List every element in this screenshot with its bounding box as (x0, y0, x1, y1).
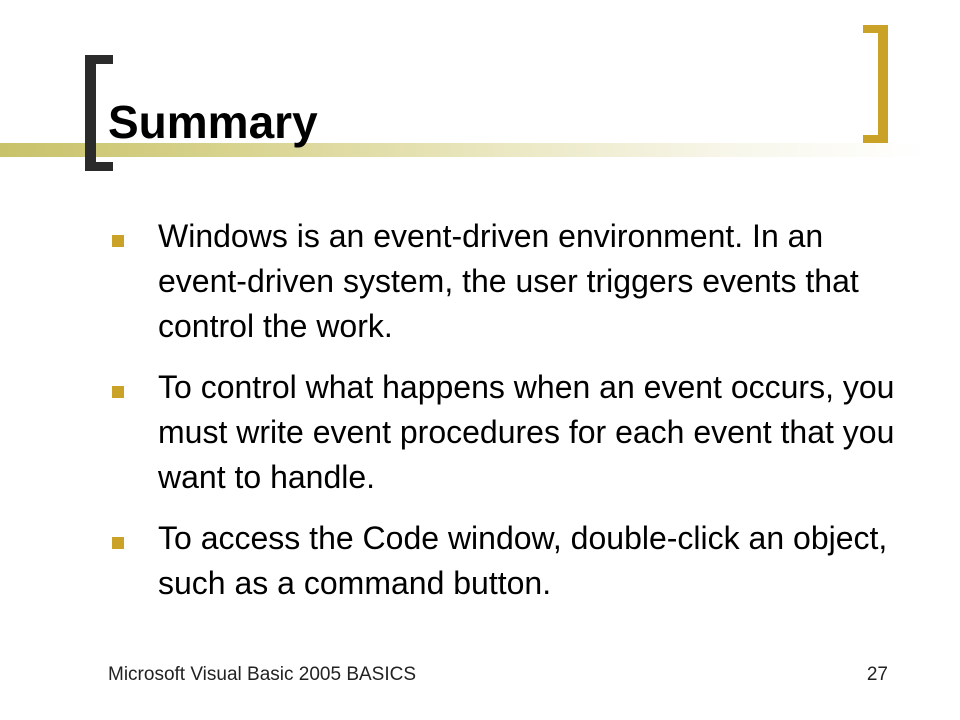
bullet-item (112, 365, 902, 500)
bullet-text: To access the Code window, double-click an object, such as a command button. (158, 520, 888, 601)
square-bullet-icon (112, 235, 124, 247)
bullet-list (112, 214, 902, 622)
square-bullet-icon (112, 537, 124, 549)
bullet-text: Windows is an event-driven environment. In an event-driven system, the user triggers events that control the work. (158, 218, 859, 344)
footer-text: Microsoft Visual Basic 2005 BASICS (108, 664, 417, 685)
square-bullet-icon (112, 386, 124, 398)
bullet-text: To control what happens when an event occurs, you must write event procedures for each event that you want to handle. (158, 369, 895, 495)
bullet-item (112, 516, 902, 606)
page-number: 27 (866, 664, 888, 685)
bullet-item (112, 214, 902, 349)
slide-title: Summary (108, 96, 318, 148)
right-bracket-decoration (863, 25, 888, 143)
